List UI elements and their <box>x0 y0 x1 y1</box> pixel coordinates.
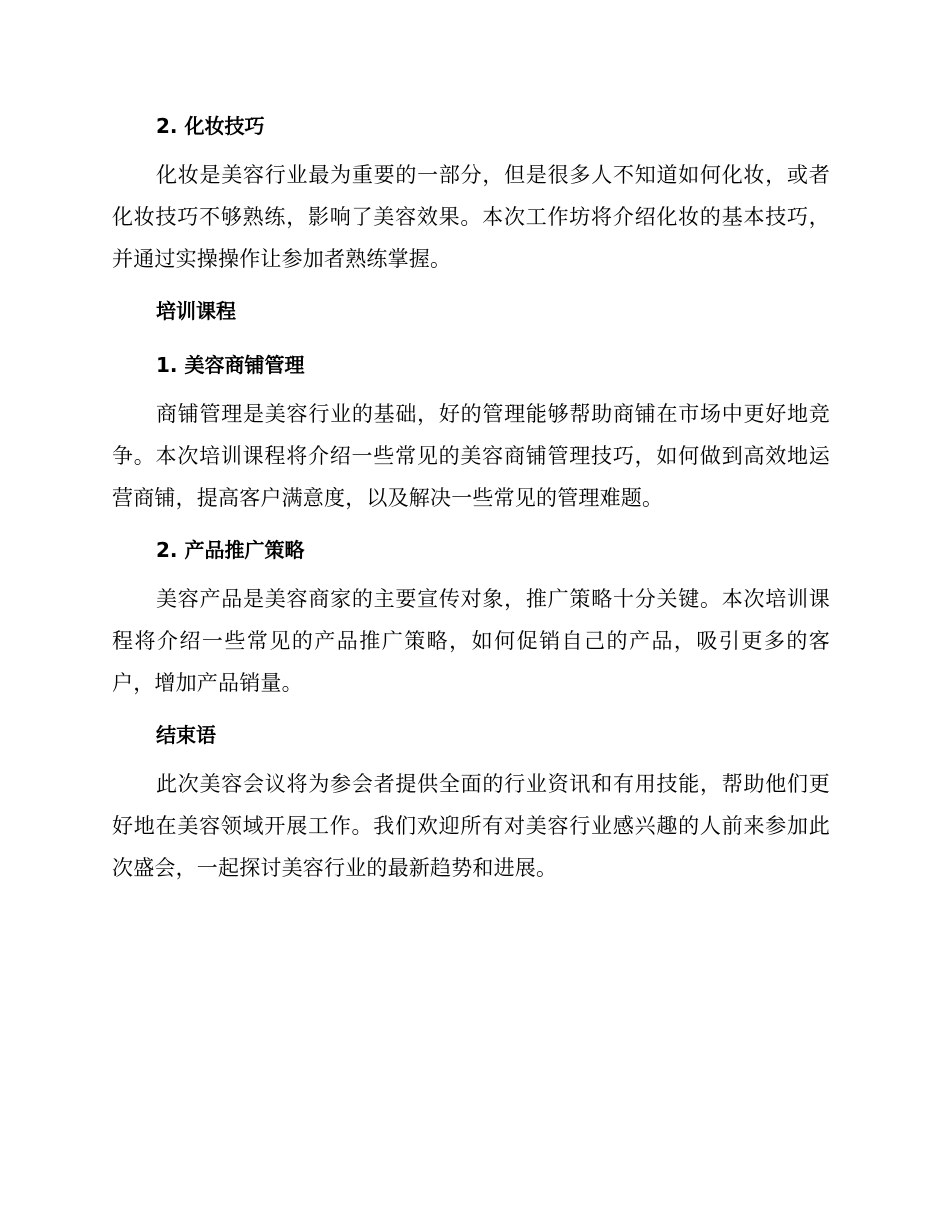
section-heading-product-promotion: 2. 产品推广策略 <box>156 538 305 562</box>
section-heading-conclusion: 结束语 <box>156 723 216 747</box>
section-paragraph-makeup-skills: 化妆是美容行业最为重要的一部分，但是很多人不知道如何化妆，或者化妆技巧不够熟练，影响了美容效果。本次工作坊将介绍化妆的基本技巧，并通过实操操作让参加者熟练掌握。 <box>112 163 830 271</box>
section-heading-training-courses: 培训课程 <box>156 299 236 323</box>
section-paragraph-shop-management: 商铺管理是美容行业的基础，好的管理能够帮助商铺在市场中更好地竞争。本次培训课程将介绍一些常见的美容商铺管理技巧，如何做到高效地运营商铺，提高客户满意度，以及解决一些常见的管理难题。 <box>112 402 830 510</box>
section-paragraph-product-promotion: 美容产品是美容商家的主要宣传对象，推广策略十分关键。本次培训课程将介绍一些常见的产品推广策略，如何促销自己的产品，吸引更多的客户，增加产品销量。 <box>112 587 830 695</box>
section-paragraph-conclusion: 此次美容会议将为参会者提供全面的行业资讯和有用技能，帮助他们更好地在美容领域开展工作。我们欢迎所有对美容行业感兴趣的人前来参加此次盛会，一起探讨美容行业的最新趋势和进展。 <box>112 772 830 880</box>
document-body <box>112 110 830 889</box>
section-heading-shop-management: 1. 美容商铺管理 <box>156 353 305 377</box>
section-heading-makeup-skills: 2. 化妆技巧 <box>156 114 265 138</box>
